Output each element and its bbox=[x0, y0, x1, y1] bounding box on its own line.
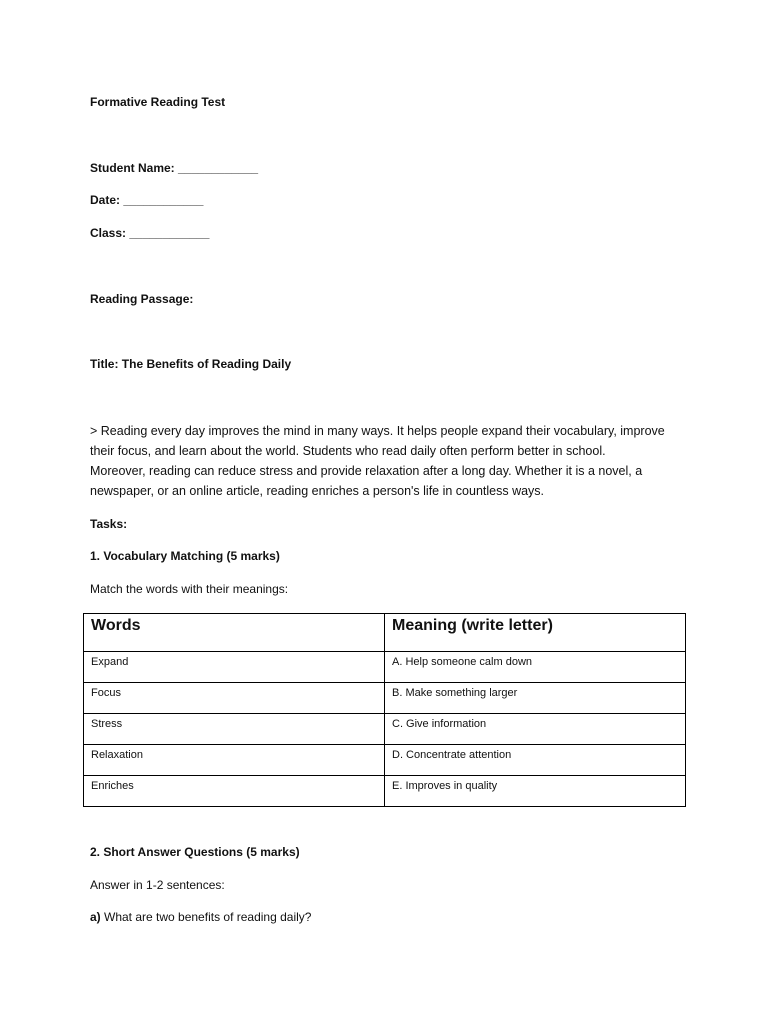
table-row bbox=[84, 714, 686, 745]
question-a-label: a) bbox=[90, 910, 101, 924]
task2-title: 2. Short Answer Questions (5 marks) bbox=[90, 845, 300, 859]
passage-line: their focus, and learn about the world. Students who read daily often perform better in school. bbox=[90, 444, 606, 458]
meaning-cell: A. Help someone calm down bbox=[385, 652, 686, 683]
word-cell: Focus bbox=[84, 683, 385, 714]
passage-line: Moreover, reading can reduce stress and provide relaxation after a long day. Whether it is a novel, a bbox=[90, 464, 643, 478]
header-meaning: Meaning (write letter) bbox=[385, 614, 686, 652]
table-row bbox=[84, 652, 686, 683]
passage-line: newspaper, or an online article, reading enriches a person's life in countless ways. bbox=[90, 484, 545, 498]
task1-title: 1. Vocabulary Matching (5 marks) bbox=[90, 549, 280, 563]
date-field: Date: ____________ bbox=[90, 193, 204, 207]
class-field: Class: ____________ bbox=[90, 226, 210, 240]
meaning-cell: B. Make something larger bbox=[385, 683, 686, 714]
word-cell: Expand bbox=[84, 652, 385, 683]
table-row bbox=[84, 683, 686, 714]
vocabulary-table bbox=[83, 613, 686, 807]
question-a-text: What are two benefits of reading daily? bbox=[100, 910, 312, 924]
table-row bbox=[84, 776, 686, 807]
passage-line: > Reading every day improves the mind in many ways. It helps people expand their vocabulary, improve bbox=[90, 424, 665, 438]
header-words: Words bbox=[84, 614, 385, 652]
task1-instruction: Match the words with their meanings: bbox=[90, 582, 289, 596]
word-cell: Stress bbox=[84, 714, 385, 745]
task2-instruction: Answer in 1-2 sentences: bbox=[90, 878, 225, 892]
tasks-heading: Tasks: bbox=[90, 517, 128, 531]
passage-text bbox=[90, 421, 690, 501]
passage-title: Title: The Benefits of Reading Daily bbox=[90, 357, 292, 371]
word-cell: Relaxation bbox=[84, 745, 385, 776]
meaning-cell: C. Give information bbox=[385, 714, 686, 745]
student-name-field: Student Name: ____________ bbox=[90, 161, 259, 175]
meaning-cell: E. Improves in quality bbox=[385, 776, 686, 807]
document-title: Formative Reading Test bbox=[90, 95, 226, 109]
meaning-cell: D. Concentrate attention bbox=[385, 745, 686, 776]
word-cell: Enriches bbox=[84, 776, 385, 807]
passage-heading: Reading Passage: bbox=[90, 292, 194, 306]
table-row bbox=[84, 745, 686, 776]
table-header-row bbox=[84, 614, 686, 652]
question-a bbox=[90, 909, 311, 925]
